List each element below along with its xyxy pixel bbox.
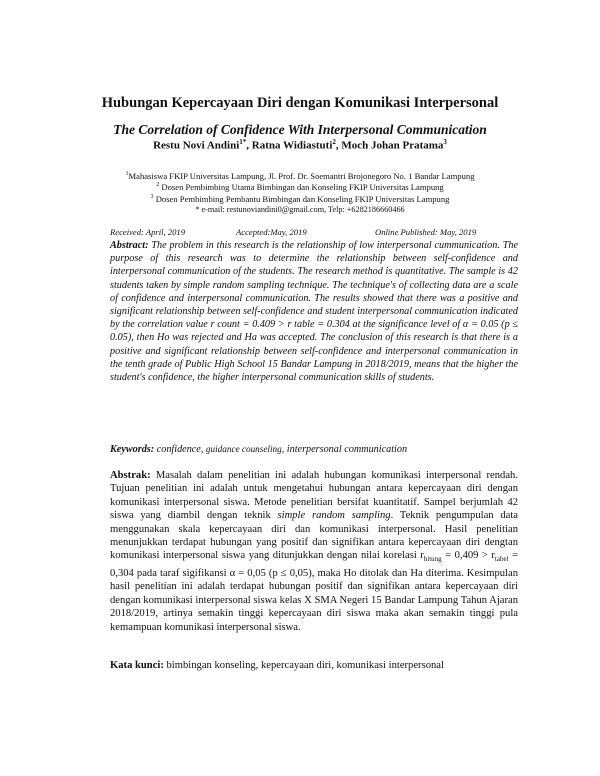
abstrak-text: = 0,304 pada taraf sigifikansi α = 0,05 (p ≤ 0,05), maka Ho ditolak dan Ha diterima. Kesimpulan hasil penelitian ini adalah terdapat hubungan positif dan signifikan antara kepercayaan diri dengan komunikasi interpersonal siswa kelas X SMA Negeri 15 Bandar Lampung Tahun Ajaran 2018/2019, artinya semakin tinggi kepercayaan diri siswa maka akan semakin tinggi pula kemampuan komunikasi interpersonal siswa. — [110, 550, 518, 633]
author-sup: 3 — [443, 138, 447, 146]
abstrak-label: Abstrak: — [110, 470, 151, 481]
paper-title: Hubungan Kepercayaan Diri dengan Komunikasi Interpersonal — [101, 95, 499, 111]
keywords-text: guidance counseling — [205, 444, 282, 454]
author-separator: , — [335, 139, 342, 152]
abstrak-subscript: hitung — [423, 555, 442, 564]
kata-kunci-text: bimbingan konseling, kepercayaan diri, komunikasi interpersonal — [163, 660, 444, 671]
author-sup: 1* — [239, 138, 247, 146]
affiliation-sup: 2 — [156, 182, 160, 188]
author-name: Moch Johan Pratama — [341, 139, 444, 152]
author-list — [0, 138, 600, 152]
date-online: Online Published: May, 2019 — [375, 227, 477, 237]
affiliation-3 — [0, 192, 600, 204]
contact-line: * e-mail: restunoviandini0@gmail.com, Telp: +6282186660466 — [195, 205, 405, 214]
abstrak-text: Masalah dalam penelitian ini adalah hubungan komunikasi interpersonal rendah. Tujuan penelitian ini adalah untuk mengetahui hubungan antara kepercayaan diri dengan komunikasi interpersonal siswa. Metode penelitian bersifat kuantitatif. Sampel berjumlah 42 siswa yang diambil dengan teknik — [110, 470, 518, 522]
author-name: Restu Novi Andini — [153, 139, 240, 152]
kata-kunci-label: Kata kunci: — [110, 660, 164, 671]
keywords-text: confidence, — [154, 444, 206, 455]
author-name: Ratna Widiastuti — [251, 139, 333, 152]
keywords-label: Keywords: — [110, 444, 155, 455]
keywords-english — [110, 444, 407, 455]
affiliation-text: Mahasiswa FKIP Universitas Lampung, Jl. Prof. Dr. Soemantri Brojonegoro No. 1 Bandar Lampung — [128, 170, 475, 181]
author-sup: 2 — [332, 138, 336, 146]
affiliation-text: Dosen Pembimbing Pembantu Bimbingan dan Konseling FKIP Universitas Lampung — [153, 193, 450, 204]
abstract-text: The problem in this research is the relationship of low interpersonal cummunication. The purpose of this research was to determine the relationship between self-confidence and interpersonal communication of the students. The research method is quantitative. The sample is 42 students taken by simple random sampling technique. The technique's of collecting data are a scale of confidence and interpersonal communication. The results showed that there was a positive and significant relationship between self-confidence and student interpersonal communication indicated by the correlation value r count = 0.409 > r table = 0.304 at the significance level of α = 0.05 (p ≤ 0.05), then Ho was rejected and Ha was accepted. The conclusion of this research is that there is a positive and significant relationship between self-confidence and interpersonal communication in the tenth grade of Public High School 15 Bandar Lampung in 2018/2019, means that the higher the student's confidence, the higher interpersonal communication skills of students. — [110, 240, 518, 384]
date-accepted: Accepted:May, 2019 — [236, 227, 307, 237]
abstrak-italic: simple random sampling — [277, 510, 391, 522]
affiliation-2 — [0, 180, 600, 192]
affiliation-sup: 3 — [150, 194, 154, 200]
abstrak-subscript: tabel — [494, 555, 509, 564]
paper-subtitle: The Correlation of Confidence With Interpersonal Communication — [113, 122, 487, 137]
abstract-english — [110, 239, 518, 384]
abstract-label: Abstract: — [110, 240, 149, 251]
abstrak-text: . Teknik pengumpulan data menggunakan skala kepercayaan diri dan komunikasi interpersonal. Hasil penelitian menunjukkan terdapat hubungan yang positif dan signifikan antara kepercayaan diri dengtan komunikasi interpersonal siswa yang ditunjukkan dengan nilai korelasi r — [110, 510, 519, 562]
keywords-text: , interpersonal communication — [281, 444, 408, 455]
date-received: Received: April, 2019 — [110, 227, 186, 237]
author-separator: , — [246, 139, 252, 152]
abstract-indonesian — [110, 469, 518, 634]
affiliation-text: Dosen Pembimbing Utama Bimbingan dan Konseling FKIP Universitas Lampung — [159, 181, 444, 192]
abstrak-text: = 0,409 > r — [441, 550, 495, 562]
affiliation-sup: 1 — [125, 171, 129, 177]
keywords-indonesian — [110, 660, 444, 671]
